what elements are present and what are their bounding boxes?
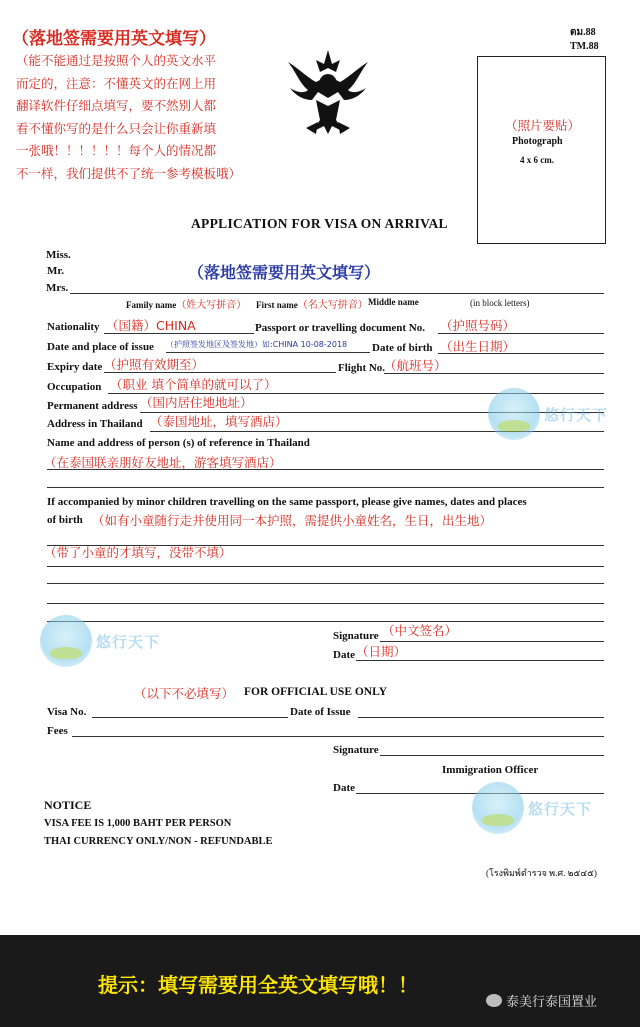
family-name-hint: （姓大写拼音） [176,300,247,311]
photo-box[interactable] [477,56,606,244]
date-label: Date [333,649,355,661]
date-issue-line[interactable] [358,717,604,718]
intro-title: （落地签需要用英文填写） [12,29,216,49]
expiry-label: Expiry date [47,361,103,373]
form-code [570,26,599,54]
minors-hint: （如有小童随行走并使用同一本护照，需提供小童姓名，生日，出生地） [92,513,493,528]
visa-no-label: Visa No. [47,706,87,718]
watermark [488,388,608,440]
watermark-text: 悠行天下 [528,799,593,818]
minors-line-4[interactable] [47,603,604,604]
photo-size: 4 x 6 cm. [520,155,554,165]
intro-note [16,50,241,185]
form-code-thai: ตม.88 [570,27,596,38]
intro-line: 翻译软件仔细点填写，要不然别人都 [16,98,217,113]
notice-line-2: THAI CURRENCY ONLY/NON - REFUNDABLE [44,836,273,847]
wechat-icon [486,994,502,1007]
date-issue-label: Date of Issue [290,706,351,718]
issue-hint: （护照签发地区及签发地）如:CHINA 10-08-2018 [166,340,348,349]
reference-hint: （在泰国联亲朋好友地址，游客填写酒店） [44,455,282,470]
birth-hint: （出生日期） [440,339,516,354]
signature-line[interactable] [380,641,604,642]
intro-line: 一张哦！！！！！！每个人的情况都 [16,143,217,158]
issue-line[interactable] [166,352,370,353]
middle-name-label: Middle name [368,297,419,307]
family-name-text: Family name [126,300,177,310]
date-line[interactable] [356,660,604,661]
photo-note: （照片要贴） [505,118,581,133]
flight-line[interactable] [384,373,604,374]
flight-label: Flight No. [338,362,386,374]
reference-line-2[interactable] [47,487,604,488]
name-line[interactable] [70,293,604,294]
footer-tip: 提示：填写需要用全英文填写哦！！ [98,973,418,997]
passport-line[interactable] [438,333,604,334]
reference-label: Name and address of person (s) of reference in Thailand [47,437,310,449]
signature2-line[interactable] [380,755,604,756]
perm-address-hint: （国内居住地地址） [140,395,253,410]
watermark [40,615,160,667]
fees-line[interactable] [72,736,604,737]
birth-label: Date of birth [372,342,433,354]
watermark-text: 悠行天下 [544,405,609,424]
signature-label: Signature [333,630,379,642]
intro-line: 不一样，我们提供不了统一参考模板哦） [16,165,242,181]
passport-hint: （护照号码） [440,318,516,333]
title-miss: Miss. [46,249,71,261]
minors-text-2: of birth [47,514,83,526]
watermark-logo [472,782,524,834]
date-hint: （日期） [356,644,407,659]
footer-account [486,991,597,1010]
title-mr: Mr. [47,265,65,277]
print-ref: (โรงพิมพ์ตำรวจ พ.ศ. ๒๕๔๕) [486,868,597,878]
minors-line-2[interactable] [47,566,604,567]
official-title: FOR OFFICIAL USE ONLY [244,686,388,698]
visa-no-line[interactable] [92,717,288,718]
expiry-hint: （护照有效期至） [104,357,205,372]
title-mrs: Mrs. [46,282,69,294]
first-name-text: First name [256,300,298,310]
notice-line-1: VISA FEE IS 1,000 BAHT PER PERSON [44,818,232,829]
immigration-label: Immigration Officer [442,764,539,776]
signature-hint: （中文签名） [382,623,458,638]
photo-label: Photograph [512,136,563,147]
name-note: （落地签需要用英文填写） [188,263,381,282]
address-thai-hint: （泰国地址，填写酒店） [150,414,288,429]
first-name-hint: （名大写拼音） [297,300,368,311]
footer-account-name: 泰美行泰国置业 [506,995,598,1010]
notice-title: NOTICE [44,798,92,812]
date2-label: Date [333,782,355,794]
intro-line: 看不懂你写的是什么只会让你重新填 [16,120,217,136]
fees-label: Fees [47,725,68,737]
address-thai-label: Address in Thailand [47,418,143,430]
issue-label: Date and place of issue [47,341,154,353]
family-name-label [126,296,246,311]
official-note: （以下不必填写） [134,686,235,701]
nationality-label: Nationality [47,321,100,333]
intro-line: （能不能通过是按照个人的英文水平 [16,53,217,68]
block-letters-label: (in block letters) [470,298,530,308]
watermark [472,782,592,834]
minors-text-1: If accompanied by minor children travelling on the same passport, please give names, dates and places [47,496,527,508]
occupation-hint: （职业 填个简单的就可以了） [110,377,277,392]
first-name-label [256,296,368,311]
watermark-text: 悠行天下 [96,632,161,651]
minors-note: （带了小童的才填写，没带不填） [44,545,232,560]
intro-line: 而定的，注意：不懂英文的在网上用 [16,75,217,91]
passport-label: Passport or travelling document No. [255,322,425,334]
watermark-logo [40,615,92,667]
signature2-label: Signature [333,744,379,756]
garuda-emblem [278,42,378,142]
watermark-logo [488,388,540,440]
flight-hint: （航班号） [384,358,447,373]
reference-line[interactable] [47,469,604,470]
nationality-value: （国籍）CHINA [106,318,196,333]
minors-line-3[interactable] [47,583,604,584]
birth-line[interactable] [438,353,604,354]
perm-address-label: Permanent address [47,400,138,412]
form-title: APPLICATION FOR VISA ON ARRIVAL [191,216,448,231]
occupation-label: Occupation [47,381,102,393]
expiry-line[interactable] [104,372,336,373]
footer-banner [0,935,640,1027]
nationality-line[interactable] [104,333,254,334]
form-code-en: TM.88 [570,41,599,52]
